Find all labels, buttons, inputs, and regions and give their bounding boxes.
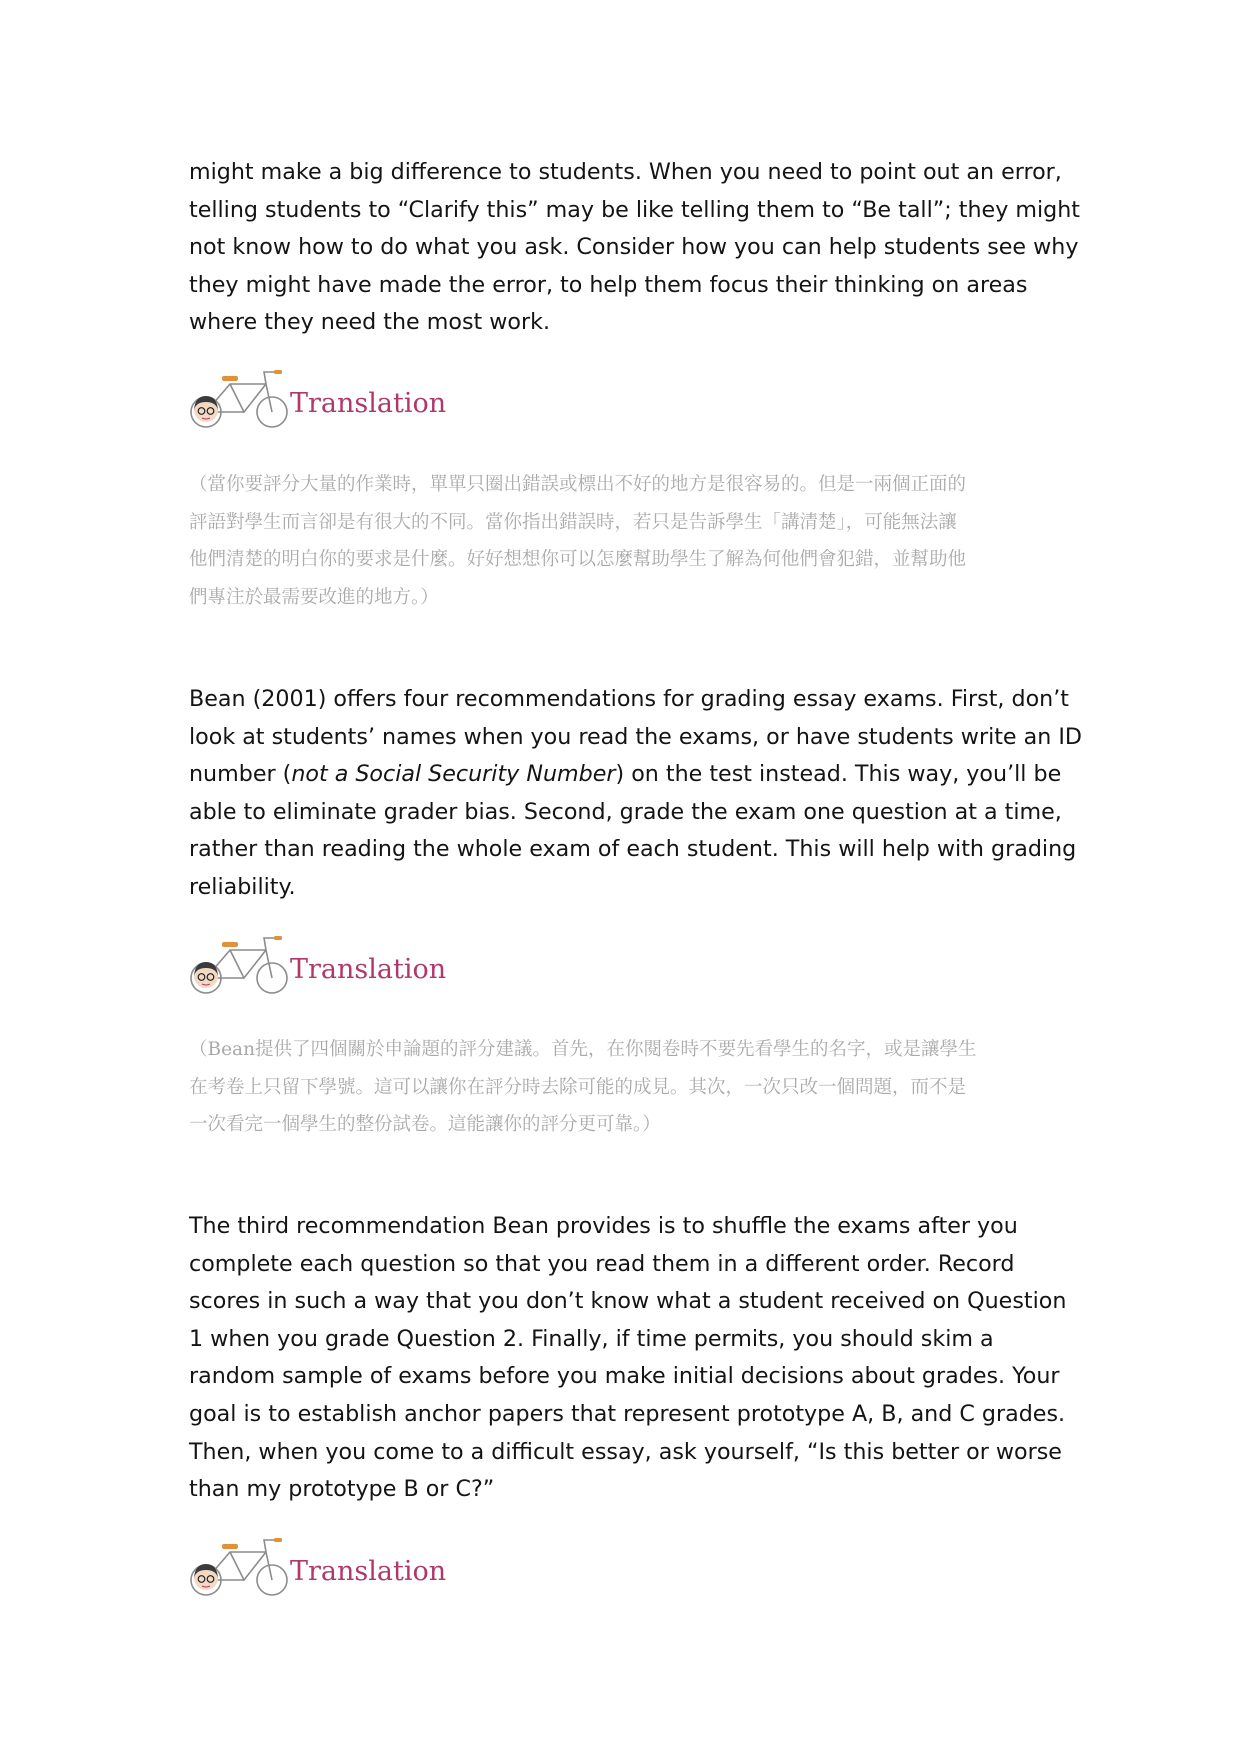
- text-line: random sample of exams before you make initial decisions about grades. Your: [189, 1363, 1060, 1390]
- text-segment: ) on the test instead. This way, you’ll be: [615, 761, 1062, 788]
- bicycle-girl-icon: [186, 1534, 296, 1600]
- text-line: 他們清楚的明白你的要求是什麼。好好想想你可以怎麼幫助學生了解為何他們會犯錯，並幫助他: [189, 549, 967, 571]
- translation-badge: [186, 1534, 446, 1600]
- text-line: look at students’ names when you read the exams, or have students write an ID: [189, 723, 1082, 750]
- text-segment: number (: [189, 761, 292, 788]
- text-line: telling students to “Clarify this” may be like telling them to “Be tall”; they might: [189, 196, 1080, 223]
- text-line: 1 when you grade Question 2. Finally, if time permits, you should skim a: [189, 1325, 994, 1352]
- text-line: The third recommendation Bean provides is to shuffle the exams after you: [189, 1213, 1018, 1239]
- text-line: goal is to establish anchor papers that represent prototype A, B, and C grades.: [189, 1400, 1066, 1427]
- translation-badge: [186, 932, 446, 998]
- text-line: able to eliminate grader bias. Second, grade the exam one question at a time,: [189, 798, 1062, 825]
- text-line: might make a big difference to students. When you need to point out an error,: [189, 159, 1062, 185]
- text-line: 評語對學生而言卻是有很大的不同。當你指出錯誤時，若只是告訴學生「講清楚」，可能無法讓: [189, 511, 957, 533]
- text-line: complete each question so that you read them in a different order. Record: [189, 1250, 1015, 1277]
- text-line: scores in such a way that you don’t know what a student received on Question: [189, 1288, 1067, 1315]
- text-line: 一次看完一個學生的整份試卷。這能讓你的評分更可靠。）: [189, 1114, 661, 1136]
- bicycle-girl-icon: [186, 366, 296, 432]
- text-line: 們專注於最需要改進的地方。）: [189, 586, 439, 608]
- text-line: they might have made the error, to help them focus their thinking on areas: [189, 271, 1028, 298]
- text-line: reliability.: [189, 873, 296, 900]
- text-line: where they need the most work.: [189, 309, 551, 336]
- paragraph-feedback: [189, 154, 1080, 342]
- text-line: not know how to do what you ask. Consider how you can help students see why: [189, 234, 1079, 261]
- bicycle-girl-icon: [186, 932, 296, 998]
- translation-badge: [186, 366, 446, 432]
- text-line: （Bean提供了四個關於申論題的評分建議。首先，在你閱卷時不要先看學生的名字，或是讓學生: [189, 1039, 977, 1060]
- text-line: 在考卷上只留下學號。這可以讓你在評分時去除可能的成見。其次，一次只改一個問題，而不是: [189, 1076, 967, 1098]
- translation-label: Translation: [290, 1556, 447, 1587]
- translation-label: Translation: [290, 954, 447, 985]
- italic-phrase: not a Social Security Number: [291, 761, 616, 788]
- text-line: Bean (2001) offers four recommendations for grading essay exams. First, don’t: [189, 686, 1069, 712]
- text-line: （當你要評分大量的作業時，單單只圈出錯誤或標出不好的地方是很容易的。但是一兩個正面的: [189, 474, 967, 495]
- text-line: [189, 756, 1061, 794]
- text-line: rather than reading the whole exam of each student. This will help with grading: [189, 836, 1077, 863]
- translation-text-feedback: [189, 466, 1064, 616]
- translation-text-bean: [189, 1031, 1064, 1144]
- text-line: than my prototype B or C?”: [189, 1476, 495, 1503]
- translation-label: Translation: [290, 388, 447, 419]
- paragraph-bean-recommendations: [189, 681, 1082, 907]
- paragraph-shuffle-exams: [189, 1208, 1067, 1509]
- text-line: Then, when you come to a difficult essay, ask yourself, “Is this better or worse: [189, 1438, 1062, 1465]
